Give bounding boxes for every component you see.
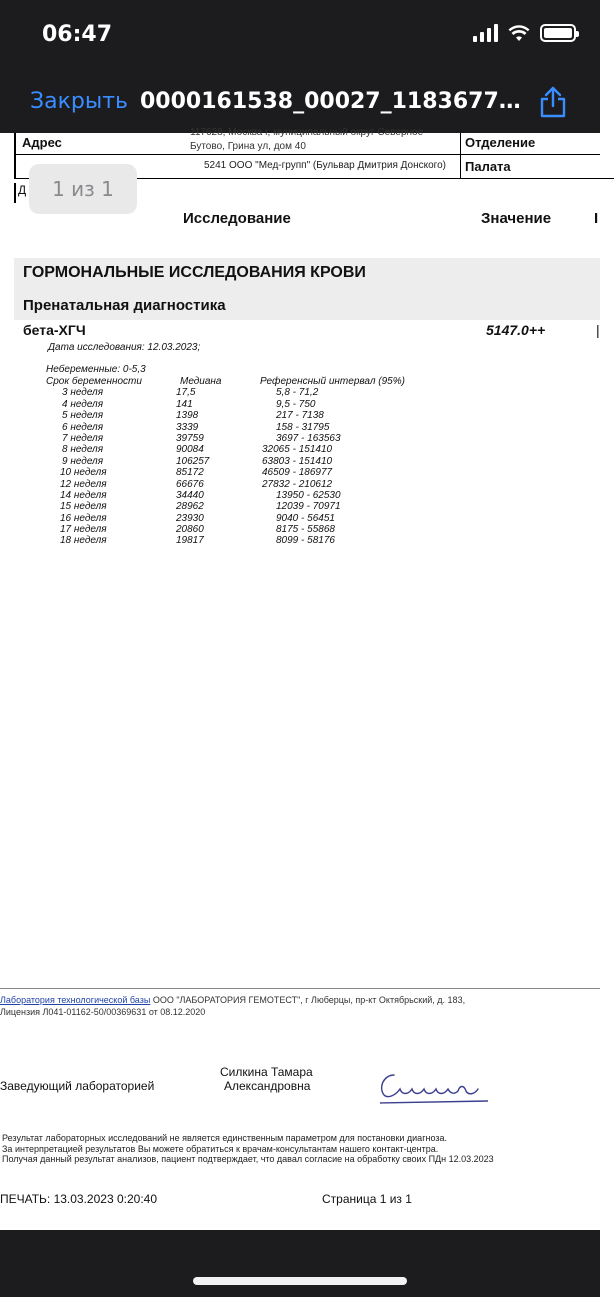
- ref-interval: 12039 - 70971: [276, 501, 341, 513]
- bottom-bar: [0, 1230, 600, 1297]
- ref-term: 7 неделя: [62, 432, 104, 444]
- disclaimer-line-2: За интерпретацией результатов Вы можете обратиться к врачам-консультантам нашего контакт-центра.: [2, 1143, 439, 1154]
- department-label: Отделение: [465, 135, 536, 150]
- header-row-divider: [14, 154, 600, 155]
- ref-median: 85172: [176, 467, 204, 479]
- battery-icon: [540, 24, 576, 42]
- ref-term: 3 неделя: [62, 387, 104, 399]
- ref-median: 17,5: [176, 387, 196, 399]
- ref-term: 15 неделя: [60, 501, 107, 513]
- address-line-1: 117628, Москва г, муниципальный округ Северное: [190, 127, 424, 138]
- wifi-icon: [508, 24, 530, 42]
- ref-interval: 9,5 - 750: [276, 398, 316, 410]
- status-time: 06:47: [42, 22, 113, 47]
- ref-header-interval: Референсный интервал (95%): [260, 376, 405, 387]
- ref-interval: 5,8 - 71,2: [276, 387, 319, 399]
- ref-term: 10 неделя: [60, 467, 107, 479]
- footer-divider: [0, 988, 600, 989]
- ref-interval: 46509 - 186977: [262, 467, 333, 479]
- address-label: Адрес: [22, 135, 62, 150]
- ref-median: 28962: [176, 501, 204, 513]
- battery-level: [544, 28, 572, 38]
- ref-median: 90084: [176, 444, 204, 456]
- test-name: бета-ХГЧ: [23, 322, 86, 338]
- document-page[interactable]: [0, 127, 600, 1230]
- lab-license: Лицензия Л041-01162-50/00369631 от 08.12.2020: [0, 1007, 206, 1017]
- organization: 5241 ООО "Мед-групп" (Бульвар Дмитрия Донского): [204, 160, 446, 171]
- ref-header-term: Срок беременности: [46, 376, 142, 387]
- head-name-line-2: Александровна: [224, 1079, 311, 1093]
- ref-median: 19817: [176, 535, 204, 547]
- ref-interval: 8175 - 55868: [276, 524, 335, 536]
- ref-term: 9 неделя: [62, 455, 104, 467]
- ref-median: 39759: [176, 432, 204, 444]
- address-line-2: Бутово, Грина ул, дом 40: [190, 141, 306, 152]
- signature-image: [374, 1065, 494, 1109]
- ref-median: 66676: [176, 478, 204, 490]
- section-subtitle: Пренатальная диагностика: [23, 297, 226, 314]
- section-title: ГОРМОНАЛЬНЫЕ ИССЛЕДОВАНИЯ КРОВИ: [23, 264, 366, 281]
- ref-median: 23930: [176, 512, 204, 524]
- page-number: Страница 1 из 1: [322, 1192, 412, 1206]
- row-fragment: Д: [14, 183, 34, 203]
- test-value: 5147.0++: [486, 322, 546, 338]
- print-date: ПЕЧАТЬ: 13.03.2023 0:20:40: [0, 1192, 157, 1206]
- ward-label: Палата: [465, 159, 511, 174]
- lab-link[interactable]: Лаборатория технологической базы: [0, 995, 151, 1005]
- ref-interval: 3697 - 163563: [276, 432, 341, 444]
- status-icons: [473, 24, 576, 42]
- ref-interval: 63803 - 151410: [262, 455, 333, 467]
- ref-interval: 32065 - 151410: [262, 444, 333, 456]
- ref-interval: 158 - 31795: [276, 421, 330, 433]
- ref-term: 8 неделя: [62, 444, 104, 456]
- ref-interval: 217 - 7138: [276, 410, 324, 422]
- ref-header-median: Медиана: [180, 376, 222, 387]
- ref-term: 17 неделя: [60, 524, 107, 536]
- ref-term: 18 неделя: [60, 535, 107, 547]
- ref-term: 4 неделя: [62, 398, 104, 410]
- ref-term: 5 неделя: [62, 410, 104, 422]
- non-pregnant-reference: Небеременные: 0-5,3: [46, 364, 146, 375]
- lab-info-rest: ООО "ЛАБОРАТОРИЯ ГЕМОТЕСТ", г Люберцы, пр-кт Октябрьский, д. 183,: [150, 995, 466, 1005]
- share-icon[interactable]: [538, 86, 568, 118]
- disclaimer: [2, 1133, 494, 1165]
- cellular-signal-icon: [473, 24, 498, 42]
- head-role: Заведующий лабораторией: [0, 1079, 155, 1093]
- column-header-study: Исследование: [183, 210, 291, 227]
- ref-interval: 8099 - 58176: [276, 535, 335, 547]
- head-name-line-1: Силкина Тамара: [220, 1065, 313, 1079]
- column-header-value: Значение: [481, 210, 552, 227]
- ref-term: 6 неделя: [62, 421, 104, 433]
- lab-info: [0, 995, 465, 1005]
- ref-median: 34440: [176, 489, 204, 501]
- ref-term: 14 неделя: [60, 489, 107, 501]
- disclaimer-line-3: Получая данный результат анализов, пациент подтверждает, что давал согласие на обработку своих ПДн 12.03.2023: [2, 1154, 494, 1164]
- test-edge-fragment: |: [596, 322, 600, 338]
- ref-median: 141: [176, 398, 193, 410]
- header-divider: [460, 133, 461, 179]
- home-indicator[interactable]: [193, 1277, 407, 1285]
- column-header-fragment: I: [594, 210, 599, 227]
- ref-interval: 13950 - 62530: [276, 489, 341, 501]
- page-indicator: 1 из 1: [29, 164, 137, 214]
- document-title: 0000161538_00027_1183677…: [140, 89, 521, 114]
- ref-median: 3339: [176, 421, 199, 433]
- test-date: Дата исследования: 12.03.2023;: [48, 342, 201, 353]
- ref-median: 1398: [176, 410, 199, 422]
- ref-term: 16 неделя: [60, 512, 107, 524]
- disclaimer-line-1: Результат лабораторных исследований не является единственным параметром для постановки диагноза.: [2, 1133, 447, 1143]
- ref-median: 20860: [176, 524, 204, 536]
- top-bar: [0, 0, 600, 133]
- ref-median: 106257: [176, 455, 210, 467]
- ref-term: 12 неделя: [60, 478, 107, 490]
- ref-interval: 27832 - 210612: [262, 478, 333, 490]
- ref-interval: 9040 - 56451: [276, 512, 335, 524]
- close-button[interactable]: Закрыть: [30, 89, 128, 114]
